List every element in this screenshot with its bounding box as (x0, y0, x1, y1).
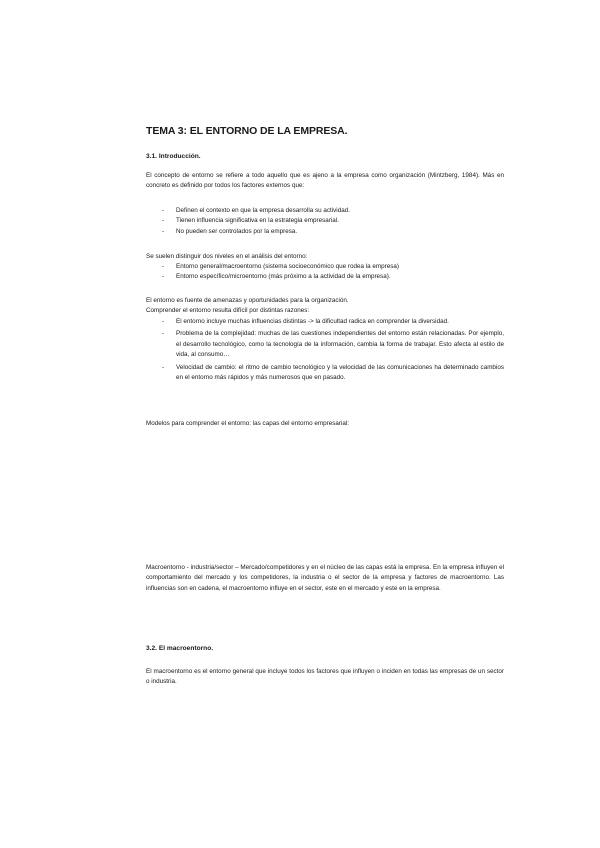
dash-bullet: - (162, 273, 165, 281)
dash-bullet: - (162, 263, 165, 270)
list-item (146, 272, 504, 282)
list-item-text: Definen el contexto en que la empresa desarrolla su actividad. (176, 207, 350, 214)
section-heading-intro: 3.1. Introducción. (146, 153, 201, 160)
dash-bullet: - (162, 207, 165, 214)
dash-bullet: - (162, 318, 165, 325)
list-item (146, 206, 504, 216)
page-title: TEMA 3: EL ENTORNO DE LA EMPRESA. (146, 125, 348, 137)
list-item (146, 363, 504, 384)
dash-bullet: - (162, 217, 165, 225)
list-item-text: Tienen influencia significativa en la estrategia empresarial. (176, 217, 339, 225)
list-item (146, 216, 504, 226)
factors-list (146, 206, 504, 237)
models-paragraph: Modelos para comprender el entorno: las capas del entorno empresarial: (146, 420, 350, 427)
levels-list (146, 262, 504, 283)
macro-paragraph: El macroentorno es el entorno general que incluye todos los factores que influyen o inciden en todas las empresas de un sector o industria. (146, 668, 504, 686)
threats-paragraph: El entorno es fuente de amenazas y oportunidades para la organización. (146, 297, 349, 304)
section-heading-macro: 3.2. El macroentorno. (146, 645, 214, 652)
list-item-text: Problema de la complejidad: muchas de las cuestiones independientes del entorno están relacionadas. Por ejemplo, el desarrollo tecnológico, como la tecnología de la información, cambia la forma de trabajar. Esto afecta al estilo de vida, al consumo… (176, 330, 504, 359)
dash-bullet: - (162, 363, 165, 371)
list-item (146, 262, 504, 272)
list-item-text: Entorno específico/microentorno (más próximo a la actividad de la empresa). (176, 273, 391, 281)
list-item-text: No pueden ser controlados por la empresa. (176, 227, 298, 235)
difficulty-intro: Comprender el entorno resulta difícil por distintas razones: (146, 307, 310, 314)
intro-paragraph: El concepto de entorno se refiere a todo aquello que es ajeno a la empresa como organización (Mintzberg, 1984). Más en concreto es definido por todos los factores externos que: (146, 172, 504, 190)
dash-bullet: - (162, 227, 165, 235)
list-item-text: Velocidad de cambio: el ritmo de cambio tecnológico y la velocidad de las comunicaciones ha determinado cambios en el entorno más rápidos y más numerosos que en pasado. (176, 363, 504, 382)
layers-paragraph: Macroentorno - industria/sector – Mercado/competidores y en el núcleo de las capas está la empresa. En la empresa influyen el comportamiento del mercado y los competidores, la industria o el sector de la empresa y factores de macroentorno. Las influencias son en cadena, el macroentorno influye en el sector, este en el mercado y este en la empresa. (146, 564, 504, 592)
levels-intro: Se suelen distinguir dos niveles en el análisis del entorno: (146, 253, 308, 260)
list-item (146, 227, 504, 237)
list-item-text: El entorno incluye muchas influencias distintas -> la dificultad radica en comprender la diversidad. (176, 318, 449, 325)
reasons-list (146, 317, 504, 385)
list-item (146, 329, 504, 360)
list-item (146, 317, 504, 327)
list-item-text: Entorno general/macroentorno (sistema socioeconómico que rodea la empresa) (176, 263, 399, 270)
dash-bullet: - (162, 330, 165, 338)
